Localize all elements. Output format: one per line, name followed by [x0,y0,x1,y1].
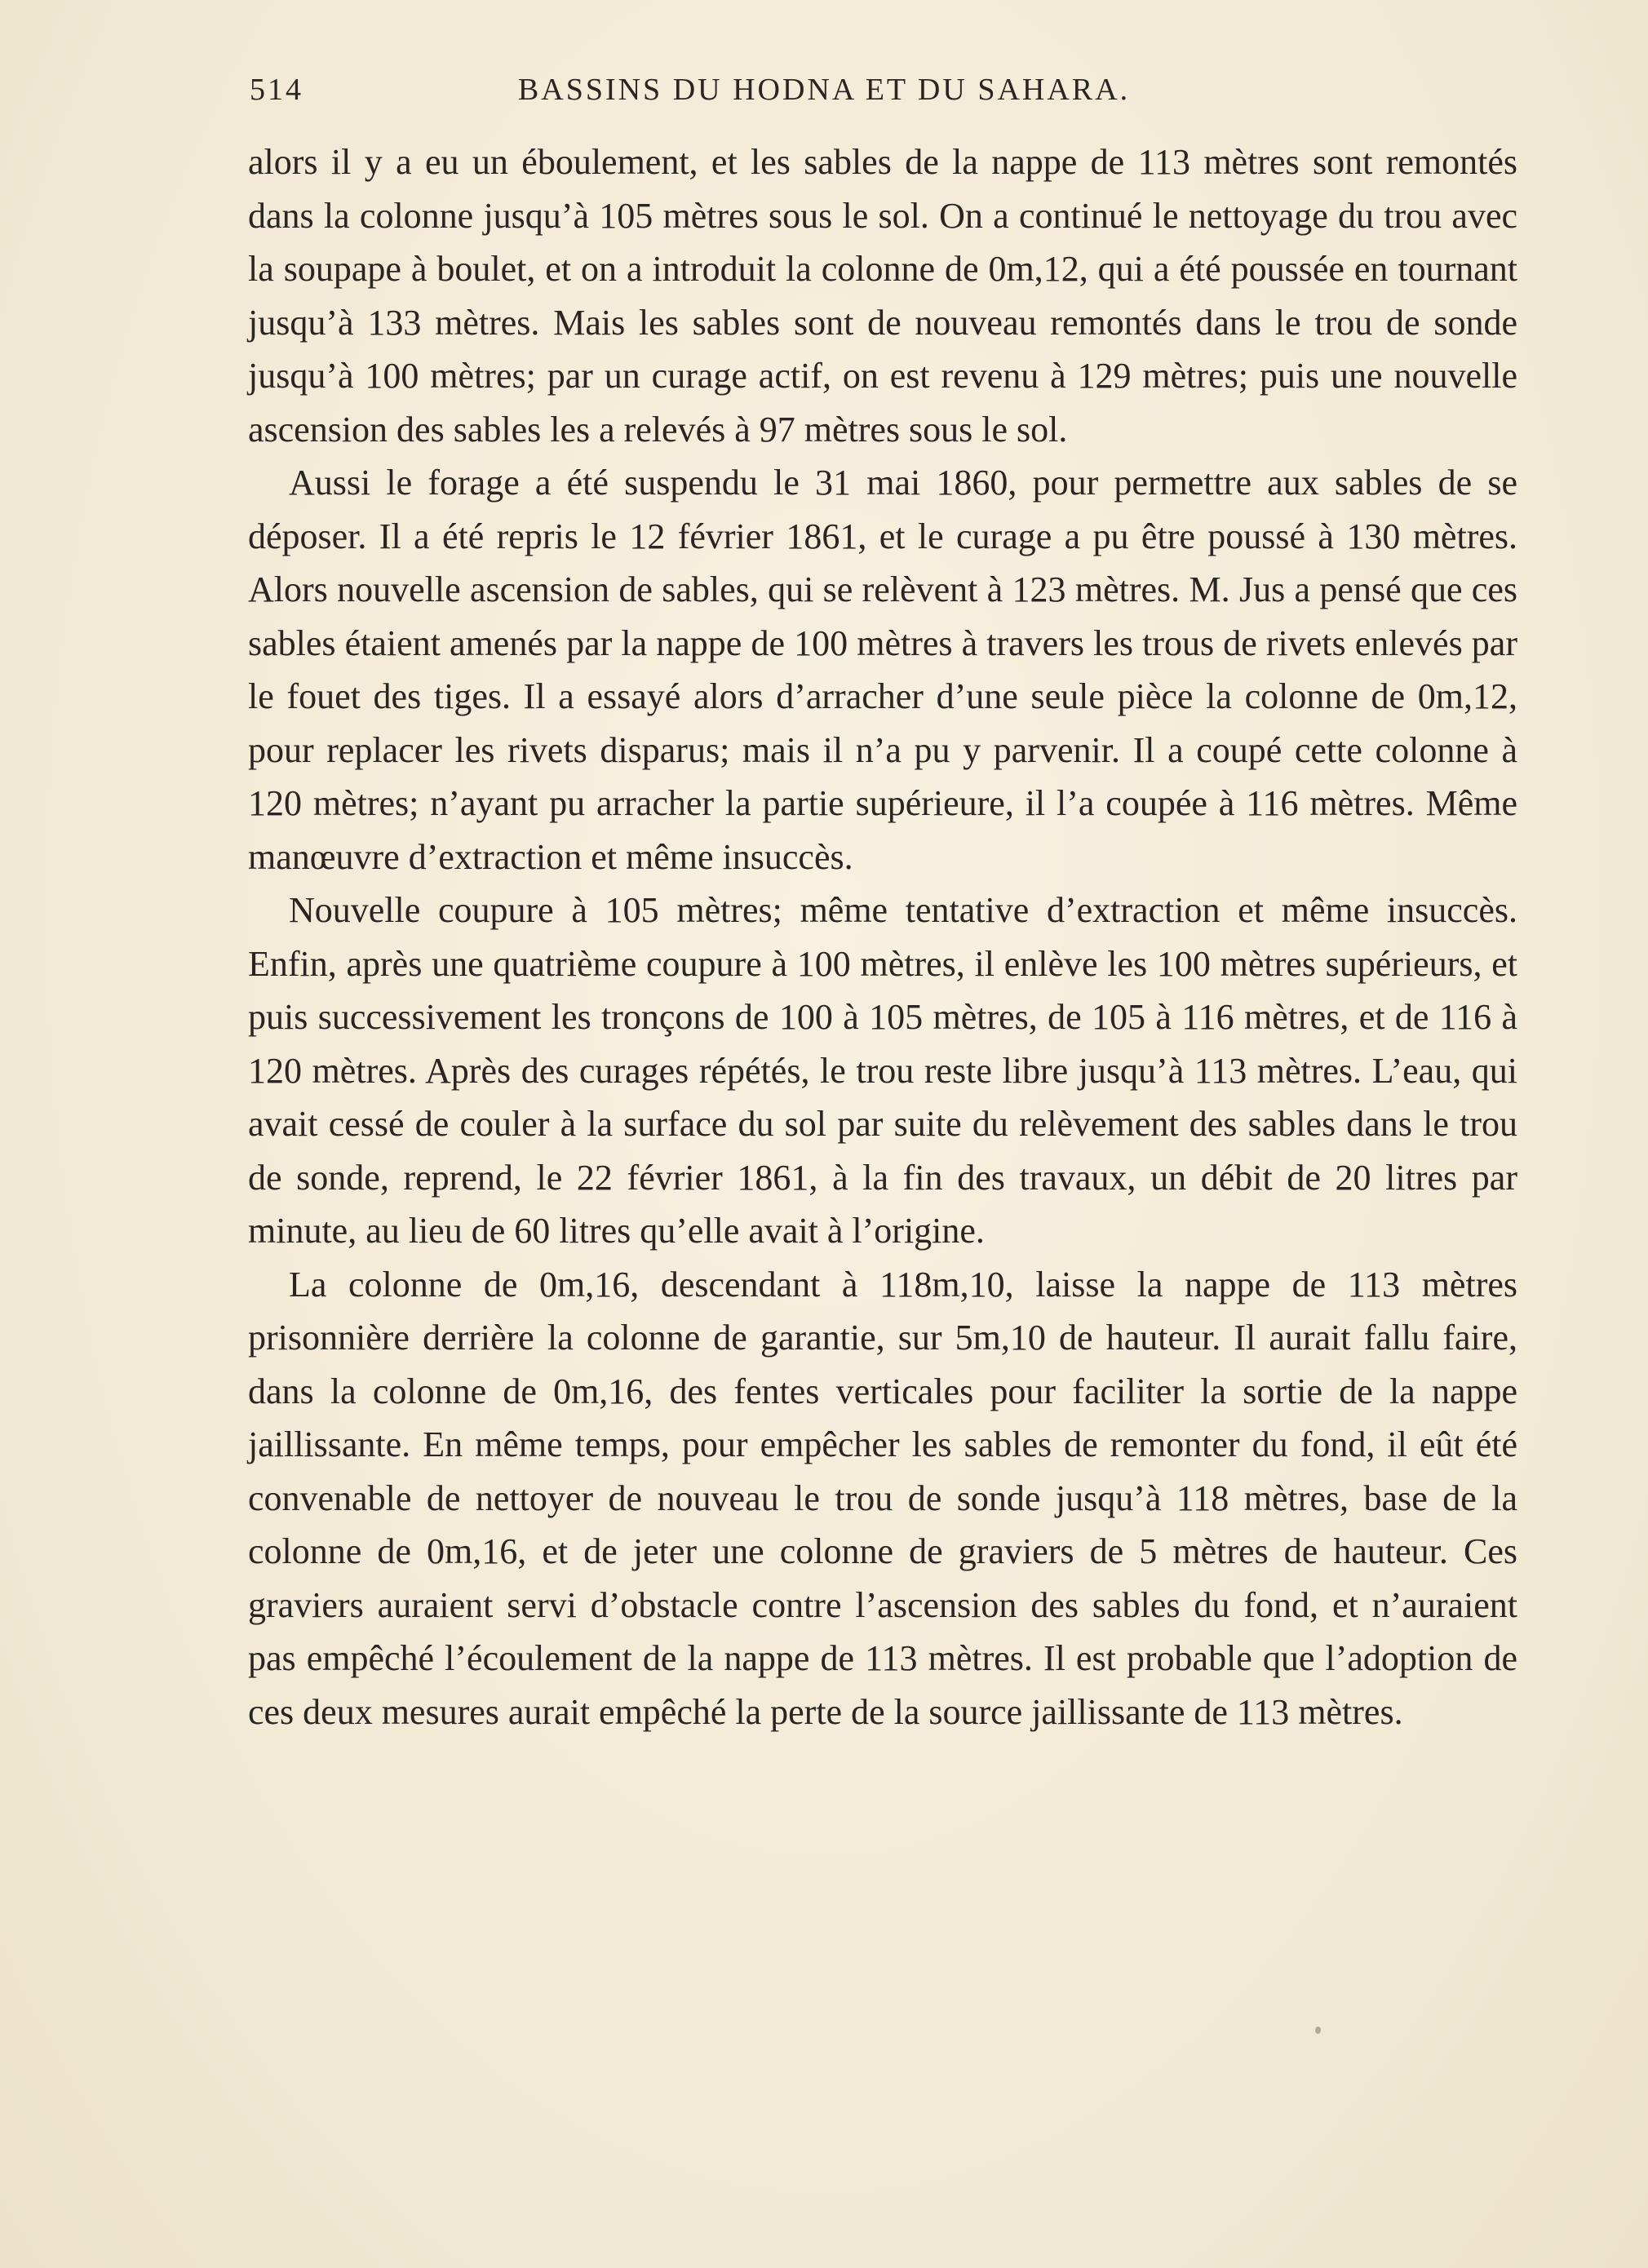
paragraph-2: Aussi le forage a été suspendu le 31 mai 1860, pour permettre aux sables de se déposer. Il a été repris le 12 février 1861, et le curage a pu être poussé à 130 mètres. Alors nouvelle ascension de sables, qui se relèvent à 123 mètres. M. Jus a pensé que ces sables étaient amenés par la nappe de 100 mètres à travers les trous de rivets enlevés par le fouet des tiges. Il a essayé alors d’arracher d’une seule pièce la colonne de 0m,12, pour replacer les rivets disparus; mais il n’a pu y parvenir. Il a coupé cette colonne à 120 mètres; n’ayant pu arracher la partie supérieure, il l’a coupée à 116 mètres. Même manœuvre d’extraction et même insuccès. [248,463,1517,877]
paper-speck [1315,2027,1321,2034]
running-head [250,72,1398,121]
running-title: BASSINS DU HODNA ET DU SAHARA. [517,73,1131,107]
paragraph-1: alors il y a eu un éboulement, et les sables de la nappe de 113 mètres sont remontés dans la colonne jusqu’à 105 mètres sous le sol. On a continué le nettoyage du trou avec la soupape à boulet, et on a introduit la colonne de 0m,12, qui a été poussée en tournant jusqu’à 133 mètres. Mais les sables sont de nouveau remontés dans le trou de sonde jusqu’à 100 mètres; par un curage actif, on est revenu à 129 mètres; puis une nouvelle ascension des sables les a relevés à 97 mètres sous le sol. [248,142,1517,450]
page-number: 514 [250,73,303,107]
body-text [248,135,1517,1739]
paragraph-4: La colonne de 0m,16, descendant à 118m,10, laisse la nappe de 113 mètres prisonnière derrière la colonne de garantie, sur 5m,10 de hauteur. Il aurait fallu faire, dans la colonne de 0m,16, des fentes verticales pour faciliter la sortie de la nappe jaillissante. En même temps, pour empêcher les sables de remonter du fond, il eût été convenable de nettoyer de nouveau le trou de sonde jusqu’à 118 mètres, base de la colonne de 0m,16, et de jeter une colonne de graviers de 5 mètres de hauteur. Ces graviers auraient servi d’obstacle contre l’ascension des sables du fond, et n’auraient pas empêché l’écoulement de la nappe de 113 mètres. Il est probable que l’adoption de ces deux mesures aurait empêché la perte de la source jaillissante de 113 mètres. [248,1264,1517,1732]
paragraph-3: Nouvelle coupure à 105 mètres; même tentative d’extraction et même insuccès. Enfin, après une quatrième coupure à 100 mètres, il enlève les 100 mètres supérieurs, et puis successivement les tronçons de 100 à 105 mètres, de 105 à 116 mètres, et de 116 à 120 mètres. Après des curages répétés, le trou reste libre jusqu’à 113 mètres. L’eau, qui avait cessé de couler à la surface du sol par suite du relèvement des sables dans le trou de sonde, reprend, le 22 février 1861, à la fin des travaux, un débit de 20 litres par minute, au lieu de 60 litres qu’elle avait à l’origine. [248,890,1517,1251]
